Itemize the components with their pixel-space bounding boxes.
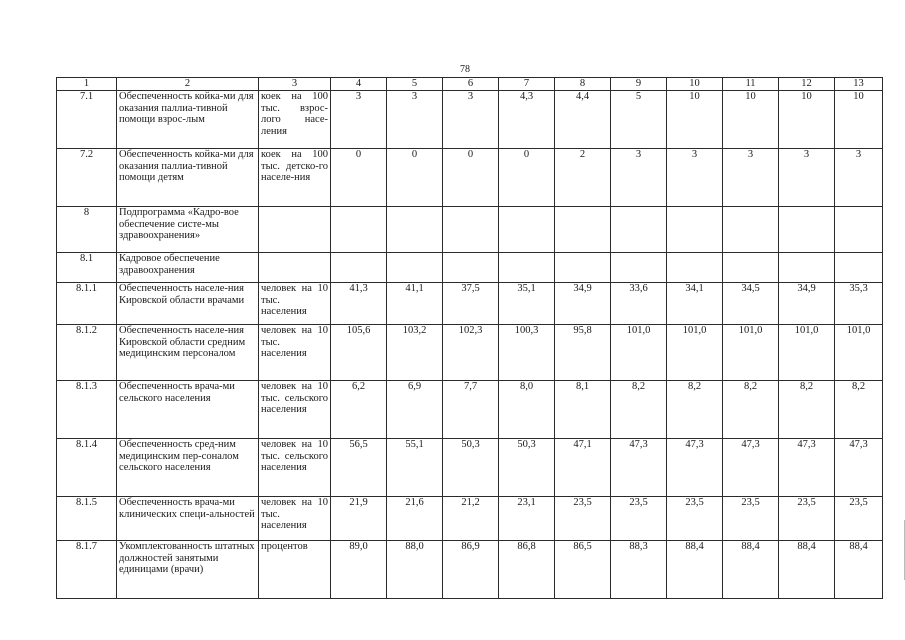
- row-code: 8.1.5: [57, 497, 117, 541]
- row-value: 100,3: [499, 325, 555, 381]
- row-value: [723, 207, 779, 253]
- row-value: 2: [555, 149, 611, 207]
- row-value: 41,1: [387, 283, 443, 325]
- table-row: [57, 325, 883, 381]
- row-value: 23,5: [667, 497, 723, 541]
- header-cell: 8: [555, 78, 611, 91]
- row-unit: человек на 10 тыс. населения: [259, 283, 331, 325]
- row-value: 34,9: [779, 283, 835, 325]
- row-value: 8,2: [779, 381, 835, 439]
- row-value: [611, 207, 667, 253]
- row-value: 8,2: [723, 381, 779, 439]
- row-unit: коек на 100 тыс. детско-го населе-ния: [259, 149, 331, 207]
- row-value: 47,3: [611, 439, 667, 497]
- row-value: 34,5: [723, 283, 779, 325]
- header-cell: 5: [387, 78, 443, 91]
- header-cell: 9: [611, 78, 667, 91]
- row-value: 6,9: [387, 381, 443, 439]
- row-value: 23,5: [723, 497, 779, 541]
- row-code: 8.1.4: [57, 439, 117, 497]
- row-value: [499, 253, 555, 283]
- row-value: 56,5: [331, 439, 387, 497]
- row-value: 95,8: [555, 325, 611, 381]
- header-cell: 12: [779, 78, 835, 91]
- row-value: 8,2: [667, 381, 723, 439]
- row-value: 35,3: [835, 283, 883, 325]
- row-value: 3: [387, 91, 443, 149]
- row-value: [387, 207, 443, 253]
- row-value: [835, 207, 883, 253]
- row-value: 10: [667, 91, 723, 149]
- row-value: 88,0: [387, 541, 443, 599]
- row-value: [331, 207, 387, 253]
- row-value: 47,3: [835, 439, 883, 497]
- row-value: 86,5: [555, 541, 611, 599]
- row-code: 7.1: [57, 91, 117, 149]
- row-value: 10: [779, 91, 835, 149]
- row-value: 88,4: [779, 541, 835, 599]
- row-value: 50,3: [443, 439, 499, 497]
- table-row: [57, 207, 883, 253]
- row-value: 10: [723, 91, 779, 149]
- table-row: [57, 541, 883, 599]
- header-cell: 6: [443, 78, 499, 91]
- row-indicator: Обеспеченность врача-ми клинических специ-альностей: [117, 497, 259, 541]
- row-value: 47,3: [667, 439, 723, 497]
- page-number: 78: [460, 64, 470, 75]
- row-value: 86,8: [499, 541, 555, 599]
- row-value: 21,9: [331, 497, 387, 541]
- row-value: 105,6: [331, 325, 387, 381]
- header-cell: 2: [117, 78, 259, 91]
- row-value: 41,3: [331, 283, 387, 325]
- row-value: 102,3: [443, 325, 499, 381]
- row-value: 88,4: [667, 541, 723, 599]
- row-value: 0: [387, 149, 443, 207]
- row-value: 47,1: [555, 439, 611, 497]
- row-value: 21,6: [387, 497, 443, 541]
- table-row: [57, 149, 883, 207]
- row-indicator: Обеспеченность койка-ми для оказания паллиа-тивной помощи детям: [117, 149, 259, 207]
- row-value: 86,9: [443, 541, 499, 599]
- row-value: 35,1: [499, 283, 555, 325]
- row-value: 3: [835, 149, 883, 207]
- row-unit: [259, 207, 331, 253]
- row-value: 101,0: [611, 325, 667, 381]
- row-unit: человек на 10 тыс. населения: [259, 325, 331, 381]
- row-unit: человек на 10 тыс. сельского населения: [259, 381, 331, 439]
- row-indicator: Обеспеченность сред-ним медицинским пер-соналом сельского населения: [117, 439, 259, 497]
- row-value: [387, 253, 443, 283]
- row-value: 4,4: [555, 91, 611, 149]
- row-value: [555, 253, 611, 283]
- row-value: 101,0: [779, 325, 835, 381]
- row-value: 23,5: [611, 497, 667, 541]
- row-value: 47,3: [723, 439, 779, 497]
- header-cell: 13: [835, 78, 883, 91]
- row-value: [611, 253, 667, 283]
- row-value: 34,1: [667, 283, 723, 325]
- row-value: 3: [723, 149, 779, 207]
- row-value: 7,7: [443, 381, 499, 439]
- header-cell: 10: [667, 78, 723, 91]
- row-value: 5: [611, 91, 667, 149]
- row-code: 8.1.3: [57, 381, 117, 439]
- row-value: 3: [611, 149, 667, 207]
- row-value: 3: [667, 149, 723, 207]
- row-value: 3: [331, 91, 387, 149]
- row-value: 103,2: [387, 325, 443, 381]
- row-value: [723, 253, 779, 283]
- header-cell: 3: [259, 78, 331, 91]
- row-value: 10: [835, 91, 883, 149]
- table-row: [57, 253, 883, 283]
- row-unit: человек на 10 тыс. населения: [259, 497, 331, 541]
- row-indicator: Кадровое обеспечение здравоохранения: [117, 253, 259, 283]
- row-value: [555, 207, 611, 253]
- row-code: 7.2: [57, 149, 117, 207]
- row-value: 47,3: [779, 439, 835, 497]
- table-row: [57, 381, 883, 439]
- row-value: 23,5: [835, 497, 883, 541]
- table-row: [57, 91, 883, 149]
- header-cell: 11: [723, 78, 779, 91]
- row-value: [667, 253, 723, 283]
- row-value: [443, 207, 499, 253]
- row-value: 37,5: [443, 283, 499, 325]
- row-code: 8.1.7: [57, 541, 117, 599]
- row-unit: человек на 10 тыс. сельского населения: [259, 439, 331, 497]
- row-value: 0: [443, 149, 499, 207]
- row-value: 88,3: [611, 541, 667, 599]
- row-value: 21,2: [443, 497, 499, 541]
- row-unit: процентов: [259, 541, 331, 599]
- row-value: 101,0: [723, 325, 779, 381]
- row-value: [331, 253, 387, 283]
- row-value: [443, 253, 499, 283]
- row-code: 8.1: [57, 253, 117, 283]
- row-value: 3: [779, 149, 835, 207]
- row-indicator: Обеспеченность койка-ми для оказания паллиа-тивной помощи взрос-лым: [117, 91, 259, 149]
- row-indicator: Обеспеченность населе-ния Кировской области врачами: [117, 283, 259, 325]
- row-indicator: Укомплектованность штатных должностей занятыми единицами (врачи): [117, 541, 259, 599]
- row-value: 50,3: [499, 439, 555, 497]
- table-row: [57, 283, 883, 325]
- header-row: [57, 78, 883, 91]
- row-value: 8,1: [555, 381, 611, 439]
- row-unit: коек на 100 тыс. взрос-лого насе-ления: [259, 91, 331, 149]
- header-cell: 4: [331, 78, 387, 91]
- row-value: 3: [443, 91, 499, 149]
- indicators-table: [56, 77, 883, 599]
- row-value: 23,1: [499, 497, 555, 541]
- row-value: 4,3: [499, 91, 555, 149]
- row-value: [667, 207, 723, 253]
- row-value: 6,2: [331, 381, 387, 439]
- row-value: [835, 253, 883, 283]
- row-value: 8,2: [835, 381, 883, 439]
- row-value: 0: [499, 149, 555, 207]
- table-row: [57, 497, 883, 541]
- row-value: 8,2: [611, 381, 667, 439]
- row-value: 0: [331, 149, 387, 207]
- row-value: 55,1: [387, 439, 443, 497]
- header-cell: 7: [499, 78, 555, 91]
- row-value: 88,4: [835, 541, 883, 599]
- row-code: 8.1.1: [57, 283, 117, 325]
- row-unit: [259, 253, 331, 283]
- row-code: 8.1.2: [57, 325, 117, 381]
- row-code: 8: [57, 207, 117, 253]
- row-value: [779, 253, 835, 283]
- row-value: 8,0: [499, 381, 555, 439]
- row-value: 23,5: [555, 497, 611, 541]
- row-value: 101,0: [667, 325, 723, 381]
- row-value: 34,9: [555, 283, 611, 325]
- row-indicator: Подпрограмма «Кадро-вое обеспечение систе-мы здравоохранения»: [117, 207, 259, 253]
- row-indicator: Обеспеченность населе-ния Кировской области средним медицинским персоналом: [117, 325, 259, 381]
- row-value: 23,5: [779, 497, 835, 541]
- row-value: 33,6: [611, 283, 667, 325]
- row-value: [499, 207, 555, 253]
- row-value: [779, 207, 835, 253]
- table-row: [57, 439, 883, 497]
- row-value: 88,4: [723, 541, 779, 599]
- row-value: 89,0: [331, 541, 387, 599]
- row-indicator: Обеспеченность врача-ми сельского населения: [117, 381, 259, 439]
- row-value: 101,0: [835, 325, 883, 381]
- header-cell: 1: [57, 78, 117, 91]
